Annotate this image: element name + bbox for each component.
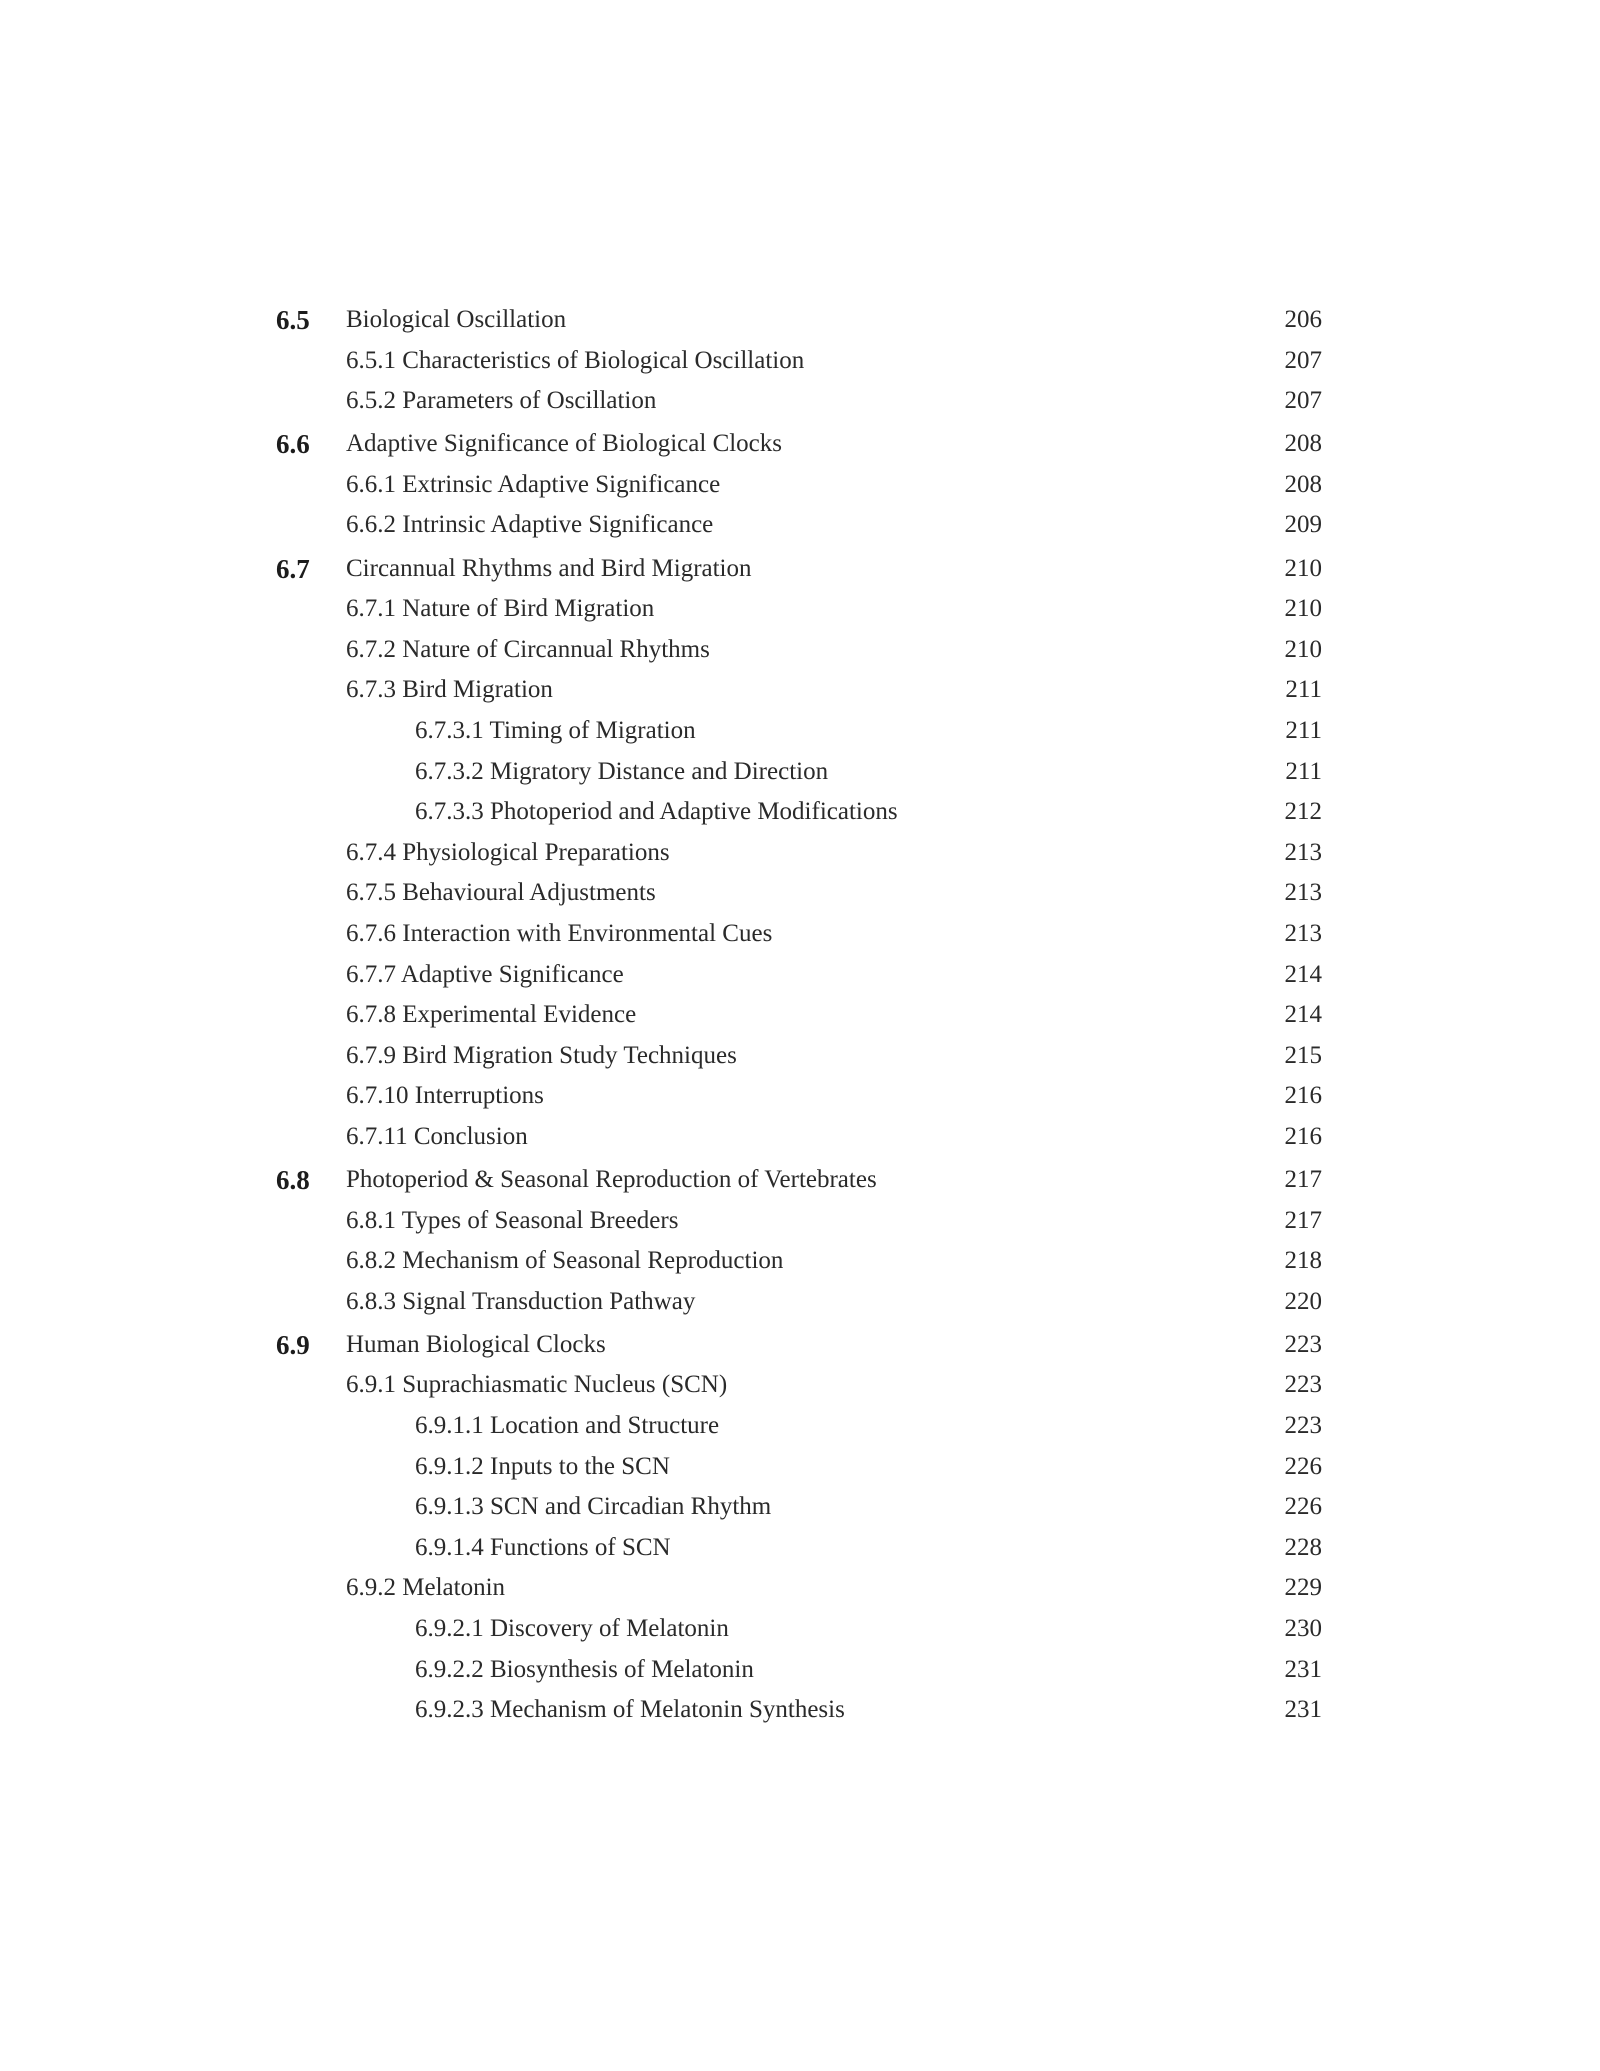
toc-entry-row — [0, 752, 1600, 793]
toc-entry-title: 6.9.1.4 Functions of SCN — [415, 1533, 671, 1561]
toc-page-number: 213 — [1284, 879, 1322, 907]
toc-entry-row — [0, 1406, 1600, 1447]
toc-page-number: 226 — [1284, 1452, 1322, 1480]
toc-page-number: 214 — [1284, 960, 1322, 988]
toc-page-number: 215 — [1284, 1041, 1322, 1069]
toc-page-number: 231 — [1284, 1696, 1322, 1724]
toc-page-number: 220 — [1284, 1287, 1322, 1315]
toc-page-number: 218 — [1284, 1247, 1322, 1275]
toc-page-number: 231 — [1284, 1655, 1322, 1683]
toc-entry-title: 6.9.2.1 Discovery of Melatonin — [415, 1615, 729, 1642]
toc-entry-row — [0, 1076, 1600, 1117]
toc-entry-title: 6.7.3.2 Migratory Distance and Direction — [415, 757, 829, 785]
toc-entry-row — [0, 1609, 1600, 1650]
toc-entry-title: 6.7.11 Conclusion — [346, 1122, 528, 1150]
toc-page-number: 213 — [1284, 838, 1322, 866]
toc-page-number: 223 — [1284, 1371, 1322, 1399]
toc-section-row — [0, 1160, 1600, 1201]
toc-entry-title: 6.8.1 Types of Seasonal Breeders — [346, 1206, 679, 1234]
toc-entry-row — [0, 833, 1600, 874]
toc-page-number: 206 — [1284, 306, 1322, 333]
toc-entry-title: Human Biological Clocks — [346, 1330, 606, 1358]
toc-entry-row — [0, 1365, 1600, 1406]
toc-entry-title: Circannual Rhythms and Bird Migration — [346, 554, 752, 582]
toc-page-number: 207 — [1284, 387, 1322, 415]
toc-entry-row — [0, 505, 1600, 546]
toc-entry-row — [0, 792, 1600, 833]
toc-page-number: 223 — [1284, 1412, 1322, 1440]
toc-entry-title: 6.6.2 Intrinsic Adaptive Significance — [346, 511, 714, 539]
toc-entry-title: 6.7.7 Adaptive Significance — [346, 960, 624, 988]
toc-entry-row — [0, 1528, 1600, 1569]
toc-entry-row — [0, 465, 1600, 506]
toc-entry-title: Biological Oscillation — [346, 306, 567, 333]
toc-entry-title: 6.7.3.1 Timing of Migration — [415, 716, 696, 744]
toc-entry-title: Adaptive Significance of Biological Clocks — [346, 430, 783, 458]
toc-entry-title: 6.7.4 Physiological Preparations — [346, 838, 670, 866]
toc-entry-title: 6.6.1 Extrinsic Adaptive Significance — [346, 470, 721, 498]
toc-page-number: 230 — [1284, 1615, 1322, 1642]
toc-entry-title: 6.9.1.3 SCN and Circadian Rhythm — [415, 1493, 772, 1521]
toc-entry-title: 6.9.1.2 Inputs to the SCN — [415, 1452, 670, 1480]
toc-page-number: 217 — [1284, 1206, 1322, 1234]
toc-section-row — [0, 300, 1600, 341]
toc-entry-row — [0, 1282, 1600, 1323]
toc-entry-row — [0, 670, 1600, 711]
toc-entry-title: 6.5.1 Characteristics of Biological Oscillation — [346, 346, 805, 374]
toc-entry-row — [0, 1487, 1600, 1528]
toc-section-row — [0, 424, 1600, 465]
toc-entry-title: 6.7.1 Nature of Bird Migration — [346, 595, 655, 623]
toc-section-number: 6.6 — [276, 429, 310, 460]
toc-section-number: 6.7 — [276, 553, 310, 584]
toc-entry-row — [0, 381, 1600, 422]
toc-entry-row — [0, 341, 1600, 382]
toc-page-number: 212 — [1284, 798, 1322, 826]
toc-entry-title: 6.9.1 Suprachiasmatic Nucleus (SCN) — [346, 1371, 728, 1399]
toc-entry-row — [0, 1201, 1600, 1242]
toc-section-number: 6.8 — [276, 1164, 310, 1195]
toc-entry-row — [0, 1568, 1600, 1609]
toc-entry-row — [0, 630, 1600, 671]
toc-entry-row — [0, 873, 1600, 914]
toc-page-number: 207 — [1284, 346, 1322, 374]
toc-entry-row — [0, 711, 1600, 752]
toc-entry-title: 6.8.2 Mechanism of Seasonal Reproduction — [346, 1247, 784, 1275]
toc-page-number: 213 — [1284, 919, 1322, 947]
toc-entry-row — [0, 914, 1600, 955]
toc-page-number: 210 — [1284, 554, 1322, 582]
toc-entry-title: 6.7.6 Interaction with Environmental Cues — [346, 919, 773, 947]
toc-entry-title: 6.7.3.3 Photoperiod and Adaptive Modifications — [415, 798, 898, 826]
toc-entry-title: 6.9.2.3 Mechanism of Melatonin Synthesis — [415, 1696, 845, 1724]
toc-page-number: 210 — [1284, 635, 1322, 663]
toc-entry-row — [0, 1650, 1600, 1691]
toc-entry-title: 6.9.1.1 Location and Structure — [415, 1412, 720, 1440]
toc-page-number: 216 — [1284, 1082, 1322, 1110]
toc-entry-row — [0, 589, 1600, 630]
toc-section-number: 6.5 — [276, 305, 310, 335]
toc-page-number: 214 — [1284, 1001, 1322, 1029]
toc-entry-title: 6.7.9 Bird Migration Study Techniques — [346, 1041, 737, 1069]
toc-page-number: 226 — [1284, 1493, 1322, 1521]
toc-page-number: 209 — [1284, 511, 1322, 539]
toc-section-number: 6.9 — [276, 1329, 310, 1360]
toc-entry-title: 6.7.8 Experimental Evidence — [346, 1001, 637, 1029]
toc-entry-row — [0, 1036, 1600, 1077]
toc-entry-title: 6.7.3 Bird Migration — [346, 676, 553, 704]
toc-entry-title: Photoperiod & Seasonal Reproduction of Vertebrates — [346, 1165, 877, 1193]
toc-entry-row — [0, 1447, 1600, 1488]
toc-entry-title: 6.7.2 Nature of Circannual Rhythms — [346, 635, 710, 663]
toc-entry-title: 6.5.2 Parameters of Oscillation — [346, 387, 657, 415]
toc-entry-title: 6.7.5 Behavioural Adjustments — [346, 879, 656, 907]
toc-section-row — [0, 549, 1600, 590]
table-of-contents — [0, 300, 1600, 1731]
toc-page-number: 228 — [1284, 1533, 1322, 1561]
toc-page-number: 211 — [1285, 676, 1322, 704]
toc-page-number: 208 — [1284, 470, 1322, 498]
toc-page-number: 216 — [1284, 1122, 1322, 1150]
toc-page-number: 208 — [1284, 430, 1322, 458]
toc-entry-row — [0, 1117, 1600, 1158]
toc-entry-row — [0, 955, 1600, 996]
toc-page-number: 217 — [1284, 1165, 1322, 1193]
toc-page-number: 211 — [1285, 716, 1322, 744]
toc-page-number: 211 — [1285, 757, 1322, 785]
toc-entry-title: 6.8.3 Signal Transduction Pathway — [346, 1287, 696, 1315]
toc-entry-title: 6.9.2 Melatonin — [346, 1574, 506, 1602]
toc-section-row — [0, 1325, 1600, 1366]
toc-page-number: 229 — [1284, 1574, 1322, 1602]
toc-entry-row — [0, 1241, 1600, 1282]
toc-entry-title: 6.9.2.2 Biosynthesis of Melatonin — [415, 1655, 754, 1683]
toc-entry-row — [0, 1690, 1600, 1731]
toc-entry-title: 6.7.10 Interruptions — [346, 1082, 544, 1110]
toc-page-number: 210 — [1284, 595, 1322, 623]
toc-entry-row — [0, 995, 1600, 1036]
toc-page-number: 223 — [1284, 1330, 1322, 1358]
